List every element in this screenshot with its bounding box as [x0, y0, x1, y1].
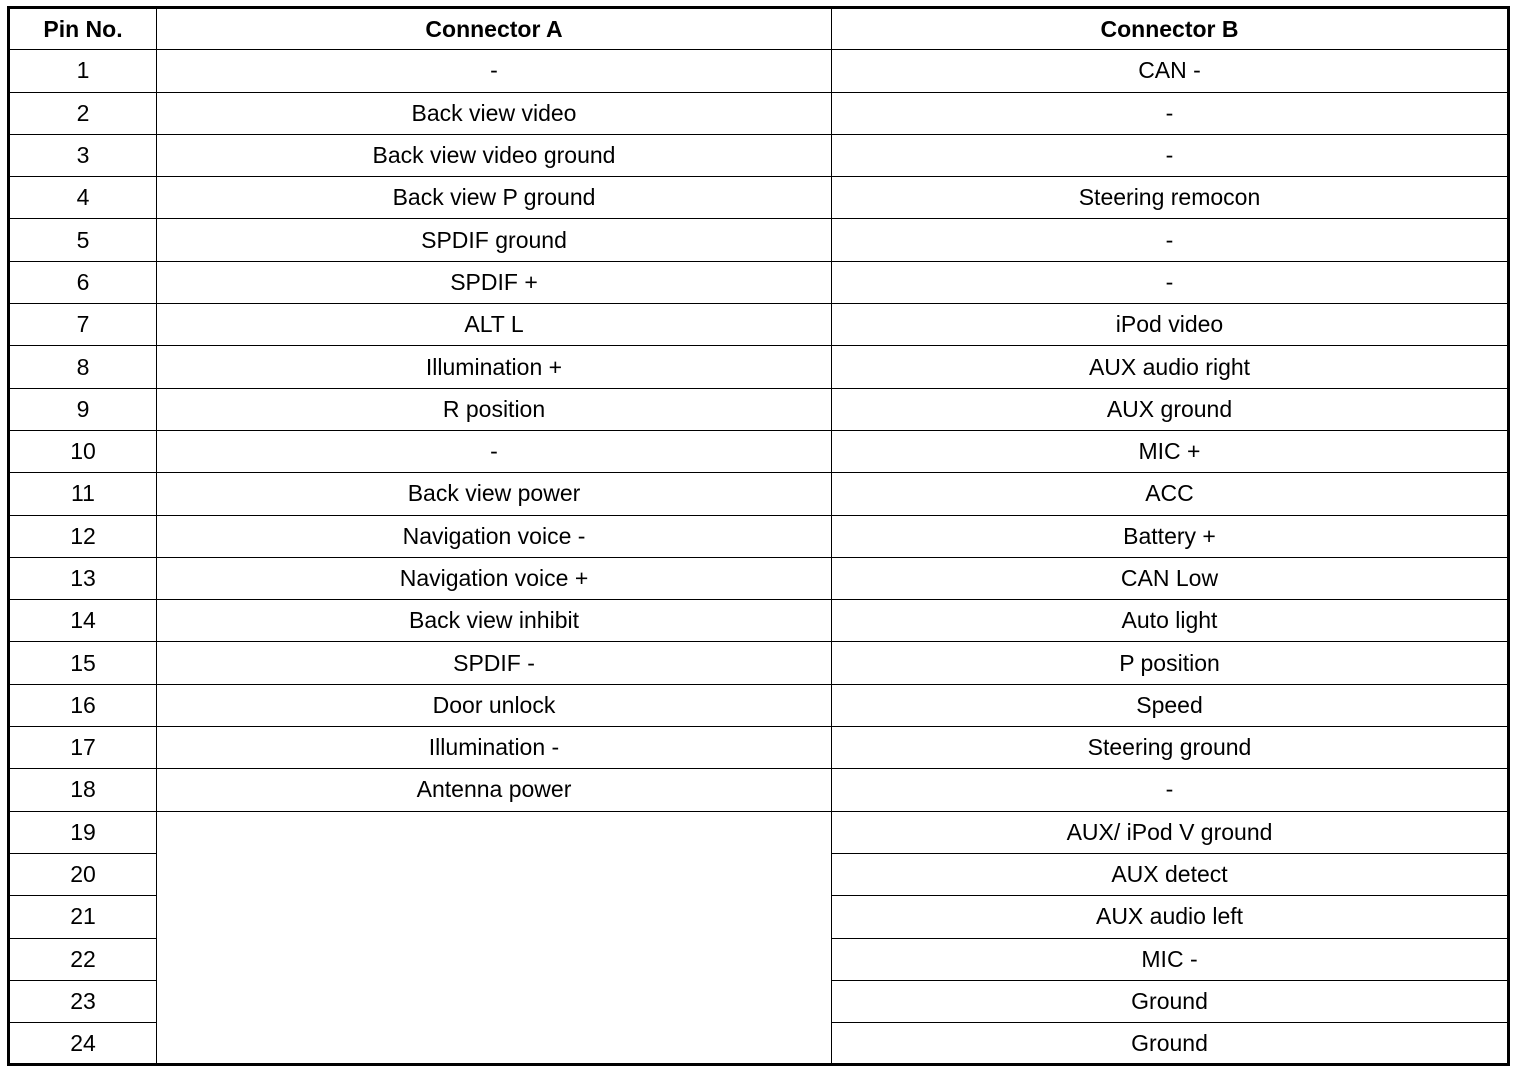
connector-a-cell: Antenna power [157, 769, 832, 811]
connector-b-cell: CAN - [832, 50, 1509, 92]
connector-a-cell: SPDIF ground [157, 219, 832, 261]
connector-a-cell: - [157, 50, 832, 92]
connector-a-cell: Back view P ground [157, 177, 832, 219]
connector-b-cell: MIC + [832, 430, 1509, 472]
pin-number-cell: 8 [9, 346, 157, 388]
pin-number-cell: 4 [9, 177, 157, 219]
connector-a-cell: Navigation voice + [157, 557, 832, 599]
table-row [9, 346, 1509, 388]
pin-number-cell: 15 [9, 642, 157, 684]
pin-number-cell: 6 [9, 261, 157, 303]
pin-number-cell: 21 [9, 896, 157, 938]
table-row [9, 219, 1509, 261]
pin-number-cell: 13 [9, 557, 157, 599]
connector-a-cell: Back view power [157, 473, 832, 515]
connector-a-cell: Navigation voice - [157, 515, 832, 557]
header-connector-b: Connector B [832, 8, 1509, 50]
connector-b-cell: Speed [832, 684, 1509, 726]
connector-b-cell: P position [832, 642, 1509, 684]
connector-b-cell: - [832, 261, 1509, 303]
connector-b-cell: CAN Low [832, 557, 1509, 599]
pin-number-cell: 24 [9, 1023, 157, 1065]
connector-b-cell: Ground [832, 980, 1509, 1022]
table-header-row [9, 8, 1509, 50]
table-row [9, 134, 1509, 176]
connector-a-cell: R position [157, 388, 832, 430]
table-body [9, 50, 1509, 1065]
connector-a-cell: - [157, 430, 832, 472]
table-row [9, 50, 1509, 92]
pin-number-cell: 7 [9, 304, 157, 346]
connector-a-cell: Illumination + [157, 346, 832, 388]
pin-number-cell: 3 [9, 134, 157, 176]
connector-a-cell: SPDIF - [157, 642, 832, 684]
pin-number-cell: 19 [9, 811, 157, 853]
pin-number-cell: 2 [9, 92, 157, 134]
connector-b-cell: AUX audio right [832, 346, 1509, 388]
table-row [9, 304, 1509, 346]
table-row [9, 177, 1509, 219]
connector-a-cell: SPDIF + [157, 261, 832, 303]
connector-b-cell: - [832, 134, 1509, 176]
pin-number-cell: 20 [9, 853, 157, 895]
connector-b-cell: - [832, 219, 1509, 261]
connector-b-cell: iPod video [832, 304, 1509, 346]
connector-b-cell: Steering remocon [832, 177, 1509, 219]
connector-b-cell: - [832, 769, 1509, 811]
table-row [9, 515, 1509, 557]
connector-a-cell: ALT L [157, 304, 832, 346]
connector-b-cell: Ground [832, 1023, 1509, 1065]
header-connector-a: Connector A [157, 8, 832, 50]
connector-a-empty-cell [157, 811, 832, 1065]
pin-number-cell: 16 [9, 684, 157, 726]
pin-number-cell: 5 [9, 219, 157, 261]
connector-b-cell: Battery + [832, 515, 1509, 557]
connector-b-cell: Steering ground [832, 727, 1509, 769]
connector-a-cell: Back view inhibit [157, 600, 832, 642]
connector-b-cell: AUX detect [832, 853, 1509, 895]
pin-number-cell: 17 [9, 727, 157, 769]
table-row [9, 769, 1509, 811]
pin-number-cell: 9 [9, 388, 157, 430]
connector-a-cell: Back view video [157, 92, 832, 134]
table-row [9, 684, 1509, 726]
table-row [9, 388, 1509, 430]
pin-number-cell: 11 [9, 473, 157, 515]
connector-a-cell: Illumination - [157, 727, 832, 769]
table-row [9, 473, 1509, 515]
connector-b-cell: AUX audio left [832, 896, 1509, 938]
connector-b-cell: MIC - [832, 938, 1509, 980]
table-row [9, 261, 1509, 303]
pin-number-cell: 22 [9, 938, 157, 980]
table-row [9, 811, 1509, 853]
connector-a-cell: Door unlock [157, 684, 832, 726]
table-row [9, 600, 1509, 642]
pin-number-cell: 10 [9, 430, 157, 472]
table-row [9, 727, 1509, 769]
pin-number-cell: 1 [9, 50, 157, 92]
table-row [9, 642, 1509, 684]
pin-number-cell: 23 [9, 980, 157, 1022]
table-row [9, 557, 1509, 599]
pin-number-cell: 12 [9, 515, 157, 557]
pin-assignment-table [7, 6, 1510, 1066]
connector-b-cell: Auto light [832, 600, 1509, 642]
connector-a-cell: Back view video ground [157, 134, 832, 176]
connector-b-cell: - [832, 92, 1509, 134]
connector-b-cell: AUX ground [832, 388, 1509, 430]
connector-b-cell: AUX/ iPod V ground [832, 811, 1509, 853]
pin-number-cell: 14 [9, 600, 157, 642]
connector-b-cell: ACC [832, 473, 1509, 515]
table-row [9, 92, 1509, 134]
header-pin-no: Pin No. [9, 8, 157, 50]
table-row [9, 430, 1509, 472]
pin-number-cell: 18 [9, 769, 157, 811]
